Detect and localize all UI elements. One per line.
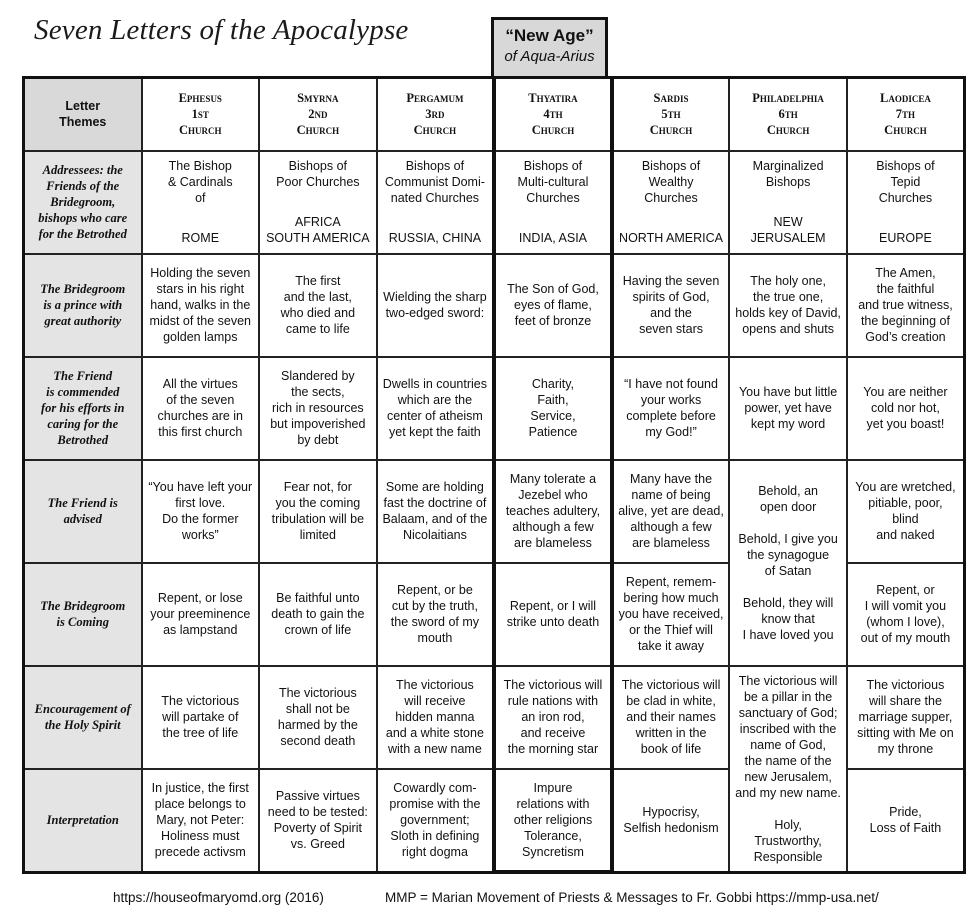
table-header-row [24,78,965,151]
addressee-text: Bishops of Tepid Churches [876,159,935,206]
footer-source: https://houseofmaryomd.org (2016) [113,890,324,905]
church-header-laodicea: Laodicea 7th Church [847,78,965,151]
table-cell: You have but little power, yet have kept my word [729,357,847,460]
table-cell [259,151,377,254]
table-cell: You are wretched, pitiable, poor, blind and naked [847,460,965,563]
page-title: Seven Letters of the Apocalypse [34,14,409,46]
new-age-callout [491,17,608,77]
table-cell: The Son of God, eyes of flame, feet of bronze [494,254,612,357]
addressee-region: ROME [181,231,220,246]
table-cell [377,151,495,254]
table-cell: Be faithful unto death to gain the crown of life [259,563,377,666]
table-cell: “You have left your first love. Do the former works” [142,460,260,563]
new-age-subtitle: of Aqua-Arius [504,48,595,65]
addressee-text: Bishops of Wealthy Churches [641,159,701,206]
church-header-philadelphia: Philadelphia 6th Church [729,78,847,151]
table-cell: The Amen, the faithful and true witness, the beginning of God’s creation [847,254,965,357]
addressee-text: The Bishop & Cardinals of [167,159,233,206]
table-cell: Hypocrisy, Selfish hedonism [612,769,730,872]
table-cell: Repent, remem- bering how much you have received, or the Thief will take it away [612,563,730,666]
row-label-encouragement: Encouragement of the Holy Spirit [24,666,142,769]
row-label-bridegroom-coming: The Bridegroom is Coming [24,563,142,666]
table-cell: All the virtues of the seven churches are in this first church [142,357,260,460]
table-cell: You are neither cold nor hot, yet you boast! [847,357,965,460]
table-cell: Repent, or lose your preeminence as lampstand [142,563,260,666]
table-cell [142,151,260,254]
letters-table [22,76,966,874]
table-cell: The victorious shall not be harmed by the second death [259,666,377,769]
church-header-thyatira: Thyatira 4th Church [494,78,612,151]
table-cell: The victorious will rule nations with an iron rod, and receive the morning star [494,666,612,769]
table-cell: Charity, Faith, Service, Patience [494,357,612,460]
church-header-pergamum: Pergamum 3rd Church [377,78,495,151]
table-cell [847,151,965,254]
table-cell [494,151,612,254]
table-cell-merged: The victorious will be a pillar in the sanctuary of God; inscribed with the name of God, the name of the new Jerusalem, and my new name. Holy, Trustworthy, Responsible [729,666,847,872]
table-cell: Many tolerate a Jezebel who teaches adultery, although a few are blameless [494,460,612,563]
table-cell: Fear not, for you the coming tribulation will be limited [259,460,377,563]
row-label-bridegroom-prince: The Bridegroom is a prince with great authority [24,254,142,357]
letter-themes-header: Letter Themes [24,78,142,151]
addressee-text: Bishops of Communist Domi- nated Churches [384,159,485,206]
table-row [24,254,965,357]
table-cell [612,151,730,254]
table-cell: Repent, or I will vomit you (whom I love), out of my mouth [847,563,965,666]
table-cell: Passive virtues need to be tested: Poverty of Spirit vs. Greed [259,769,377,872]
table-cell: Slandered by the sects, rich in resources but impoverished by debt [259,357,377,460]
row-label-friend-commended: The Friend is commended for his efforts in caring for the Betrothed [24,357,142,460]
table-cell: Dwells in countries which are the center of atheism yet kept the faith [377,357,495,460]
table-cell: Having the seven spirits of God, and the seven stars [612,254,730,357]
table-cell: The first and the last, who died and came to life [259,254,377,357]
table-row [24,151,965,254]
table-cell: Pride, Loss of Faith [847,769,965,872]
table-cell: Repent, or I will strike unto death [494,563,612,666]
table-cell: The victorious will receive hidden manna and a white stone with a new name [377,666,495,769]
addressee-region: AFRICA SOUTH AMERICA [266,215,370,246]
new-age-title: “New Age” [505,26,594,45]
footer-note: MMP = Marian Movement of Priests & Messages to Fr. Gobbi https://mmp-usa.net/ [385,890,879,905]
table-cell: The victorious will share the marriage supper, sitting with Me on my throne [847,666,965,769]
table-row [24,460,965,563]
table-cell: Impure relations with other religions Tolerance, Syncretism [494,769,612,872]
table-cell: The holy one, the true one, holds key of David, opens and shuts [729,254,847,357]
table-cell: The victorious will be clad in white, and their names written in the book of life [612,666,730,769]
table-cell-merged: Behold, an open door Behold, I give you the synagogue of Satan Behold, they will know that I have loved you [729,460,847,666]
addressee-region: RUSSIA, CHINA [388,231,482,246]
addressee-text: Marginalized Bishops [752,159,824,190]
table-cell: Some are holding fast the doctrine of Balaam, and of the Nicolaitians [377,460,495,563]
addressee-text: Bishops of Multi-cultural Churches [517,159,589,206]
church-header-sardis: Sardis 5th Church [612,78,730,151]
table-cell: Holding the seven stars in his right hand, walks in the midst of the seven golden lamps [142,254,260,357]
table-cell: Cowardly com- promise with the government; Sloth in defining right dogma [377,769,495,872]
addressee-region: NORTH AMERICA [619,231,723,246]
church-header-smyrna: Smyrna 2nd Church [259,78,377,151]
table-cell: Many have the name of being alive, yet are dead, although a few are blameless [612,460,730,563]
addressee-text: Bishops of Poor Churches [276,159,360,190]
table-cell: The victorious will partake of the tree of life [142,666,260,769]
table-cell [729,151,847,254]
row-label-interpretation: Interpretation [24,769,142,872]
addressee-region: EUROPE [879,231,932,246]
church-header-ephesus: Ephesus 1st Church [142,78,260,151]
table-row [24,666,965,769]
table-row [24,357,965,460]
table-cell: Repent, or be cut by the truth, the sword of my mouth [377,563,495,666]
row-label-friend-advised: The Friend is advised [24,460,142,563]
table-cell: Wielding the sharp two-edged sword: [377,254,495,357]
row-label-addressees: Addressees: the Friends of the Bridegroom, bishops who care for the Betrothed [24,151,142,254]
addressee-region: NEW JERUSALEM [750,215,826,246]
table-cell: In justice, the first place belongs to Mary, not Peter: Holiness must precede activsm [142,769,260,872]
table-cell: “I have not found your works complete before my God!” [612,357,730,460]
addressee-region: INDIA, ASIA [518,231,588,246]
